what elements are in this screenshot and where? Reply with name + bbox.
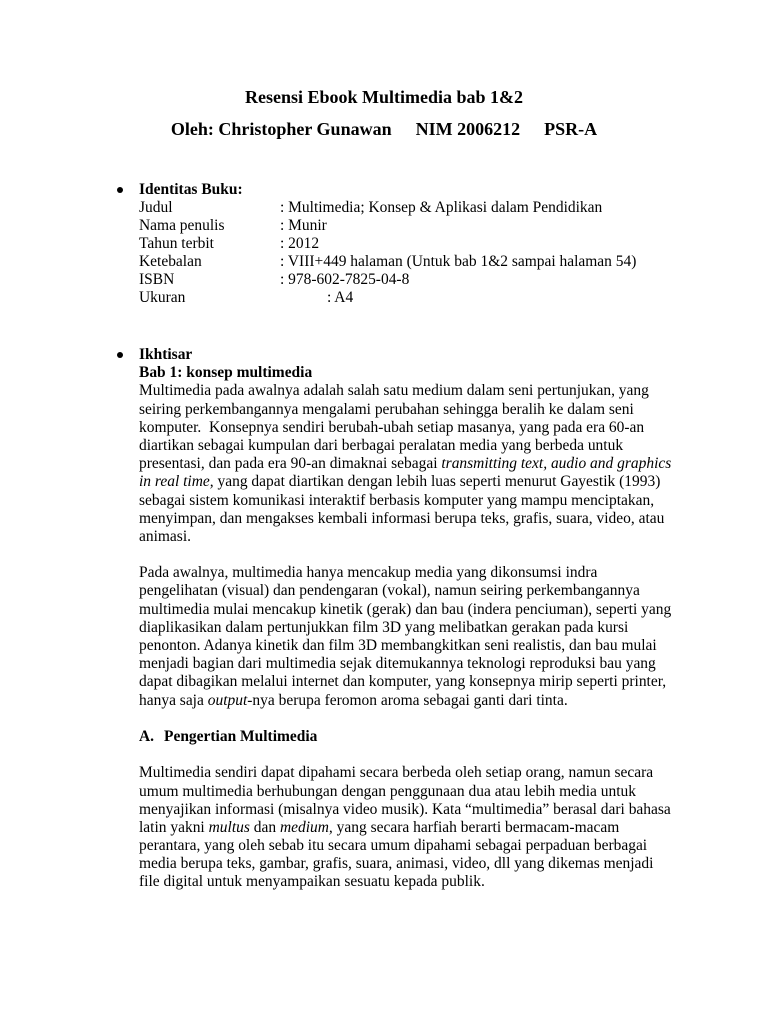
text-line	[139, 473, 671, 491]
info-row	[139, 253, 636, 271]
info-label: Nama penulis	[139, 217, 225, 234]
text-line	[139, 819, 671, 837]
text-line: diaplikasikan dalam pertunjukkan film 3D yang melibatkan gerakan pada kursi	[139, 618, 629, 636]
text-line: dapat dibagikan melalui internet dan komputer, yang konsepnya mirip seperti printer,	[139, 673, 667, 691]
text-segment: presentasi, dan pada era 90-an dimaknai sebagai	[139, 455, 442, 473]
text-line: perantara, yang oleh sebab itu secara umum dipahami sebagai perpaduan berbagai	[139, 837, 648, 855]
section-heading-row	[139, 346, 671, 364]
italic-term: in real time,	[139, 473, 214, 491]
text-line: animasi.	[139, 527, 191, 545]
text-segment: yang secara harfiah berarti bermacam-macam	[332, 818, 620, 836]
text-line: pengelihatan (visual) dan pendengaran (vokal), namun seiring perkembangannya	[139, 582, 640, 600]
summary-section	[139, 346, 671, 892]
text-line: umum multimedia berhubungan dengan penggunaan dua atau lebih media untuk	[139, 782, 637, 800]
text-line	[139, 455, 671, 473]
text-line: menjadi bagian dari multimedia sejak ditemukannya teknologi reproduksi bau yang	[139, 655, 656, 673]
paragraph	[139, 382, 671, 546]
text-segment: dan	[249, 818, 280, 836]
text-line: sebagai sistem komunikasi interaktif berbasis komputer yang mampu menciptakan,	[139, 491, 655, 509]
text-line: komputer. Konsepnya sendiri berubah-ubah setiap masanya, yang pada era 60-an	[139, 418, 645, 436]
info-row	[139, 217, 636, 235]
section-heading-row	[139, 181, 636, 199]
text-line: Pada awalnya, multimedia hanya mencakup media yang dikonsumsi indra	[139, 564, 598, 582]
document-title: Resensi Ebook Multimedia bab 1&2	[244, 87, 524, 107]
info-label: Ukuran	[139, 289, 186, 306]
info-label: Judul	[139, 199, 173, 216]
italic-term: transmitting text, audio and graphics	[441, 455, 672, 473]
class-code: PSR-A	[544, 119, 598, 139]
text-segment: -nya berupa feromon aroma sebagai ganti dari tinta.	[247, 691, 568, 709]
italic-term: multus	[208, 818, 250, 836]
info-value: : 978-602-7825-04-8	[280, 271, 410, 288]
text-segment: yang dapat diartikan dengan lebih luas seperti menurut Gayestik (1993)	[213, 473, 661, 491]
info-value: : Munir	[280, 217, 327, 234]
byline	[0, 119, 768, 139]
bullet-icon	[117, 187, 123, 193]
list-marker: A.	[139, 727, 155, 745]
text-line: Multimedia pada awalnya adalah salah satu medium dalam seni pertunjukan, yang	[139, 382, 649, 400]
info-row	[139, 199, 636, 217]
text-line: media berupa teks, gambar, grafis, suara, animasi, video, dll yang dikemas menjadi	[139, 855, 654, 873]
paragraph	[139, 564, 671, 710]
info-value: : A4	[327, 289, 354, 306]
author-name: Oleh: Christopher Gunawan	[170, 119, 392, 139]
info-value: : Multimedia; Konsep & Aplikasi dalam Pendidikan	[280, 199, 603, 216]
text-line: Multimedia sendiri dapat dipahami secara berbeda oleh setiap orang, namun secara	[139, 764, 654, 782]
info-label: Ketebalan	[139, 253, 202, 270]
section-heading: Identitas Buku:	[139, 181, 243, 198]
text-line: seiring perkembangannya mengalami perubahan sehingga beralih ke dalam seni	[139, 400, 634, 418]
text-line: menyajikan informasi (misalnya video musik). Kata “multimedia” berasal dari bahasa	[139, 800, 671, 818]
student-id: NIM 2006212	[415, 119, 521, 139]
info-row	[139, 235, 636, 253]
text-line: file digital untuk menyampaikan sesuatu kepada publik.	[139, 873, 485, 891]
info-label: Tahun terbit	[139, 235, 214, 252]
info-row	[139, 289, 636, 307]
text-line: multimedia mulai mencakup kinetik (gerak) dan bau (indera penciuman), seperti yang	[139, 600, 672, 618]
bullet-icon	[117, 352, 123, 358]
info-label: ISBN	[139, 271, 175, 288]
info-value: : VIII+449 halaman (Untuk bab 1&2 sampai halaman 54)	[280, 253, 637, 270]
text-segment: hanya saja	[139, 691, 208, 709]
italic-term: medium,	[279, 818, 333, 836]
book-identity-section	[139, 181, 636, 307]
text-line: penonton. Adanya kinetik dan film 3D membangkitkan seni realistis, dan bau mulai	[139, 637, 657, 654]
section-heading: Ikhtisar	[139, 346, 193, 363]
italic-term: output	[207, 691, 248, 709]
chapter-heading: Bab 1: konsep multimedia	[139, 364, 313, 382]
subsection-title: Pengertian Multimedia	[164, 727, 318, 745]
subsection-heading	[139, 728, 671, 746]
text-segment: latin yakni	[139, 818, 209, 836]
text-line: menyimpan, dan mengakses kembali informasi berupa teks, grafis, suara, video, atau	[139, 509, 665, 527]
paragraph	[139, 764, 671, 891]
text-line	[139, 692, 671, 710]
info-row	[139, 271, 636, 289]
info-value: : 2012	[280, 235, 320, 252]
text-line: diartikan sebagai kumpulan dari berbagai peralatan media yang berbeda untuk	[139, 436, 624, 454]
